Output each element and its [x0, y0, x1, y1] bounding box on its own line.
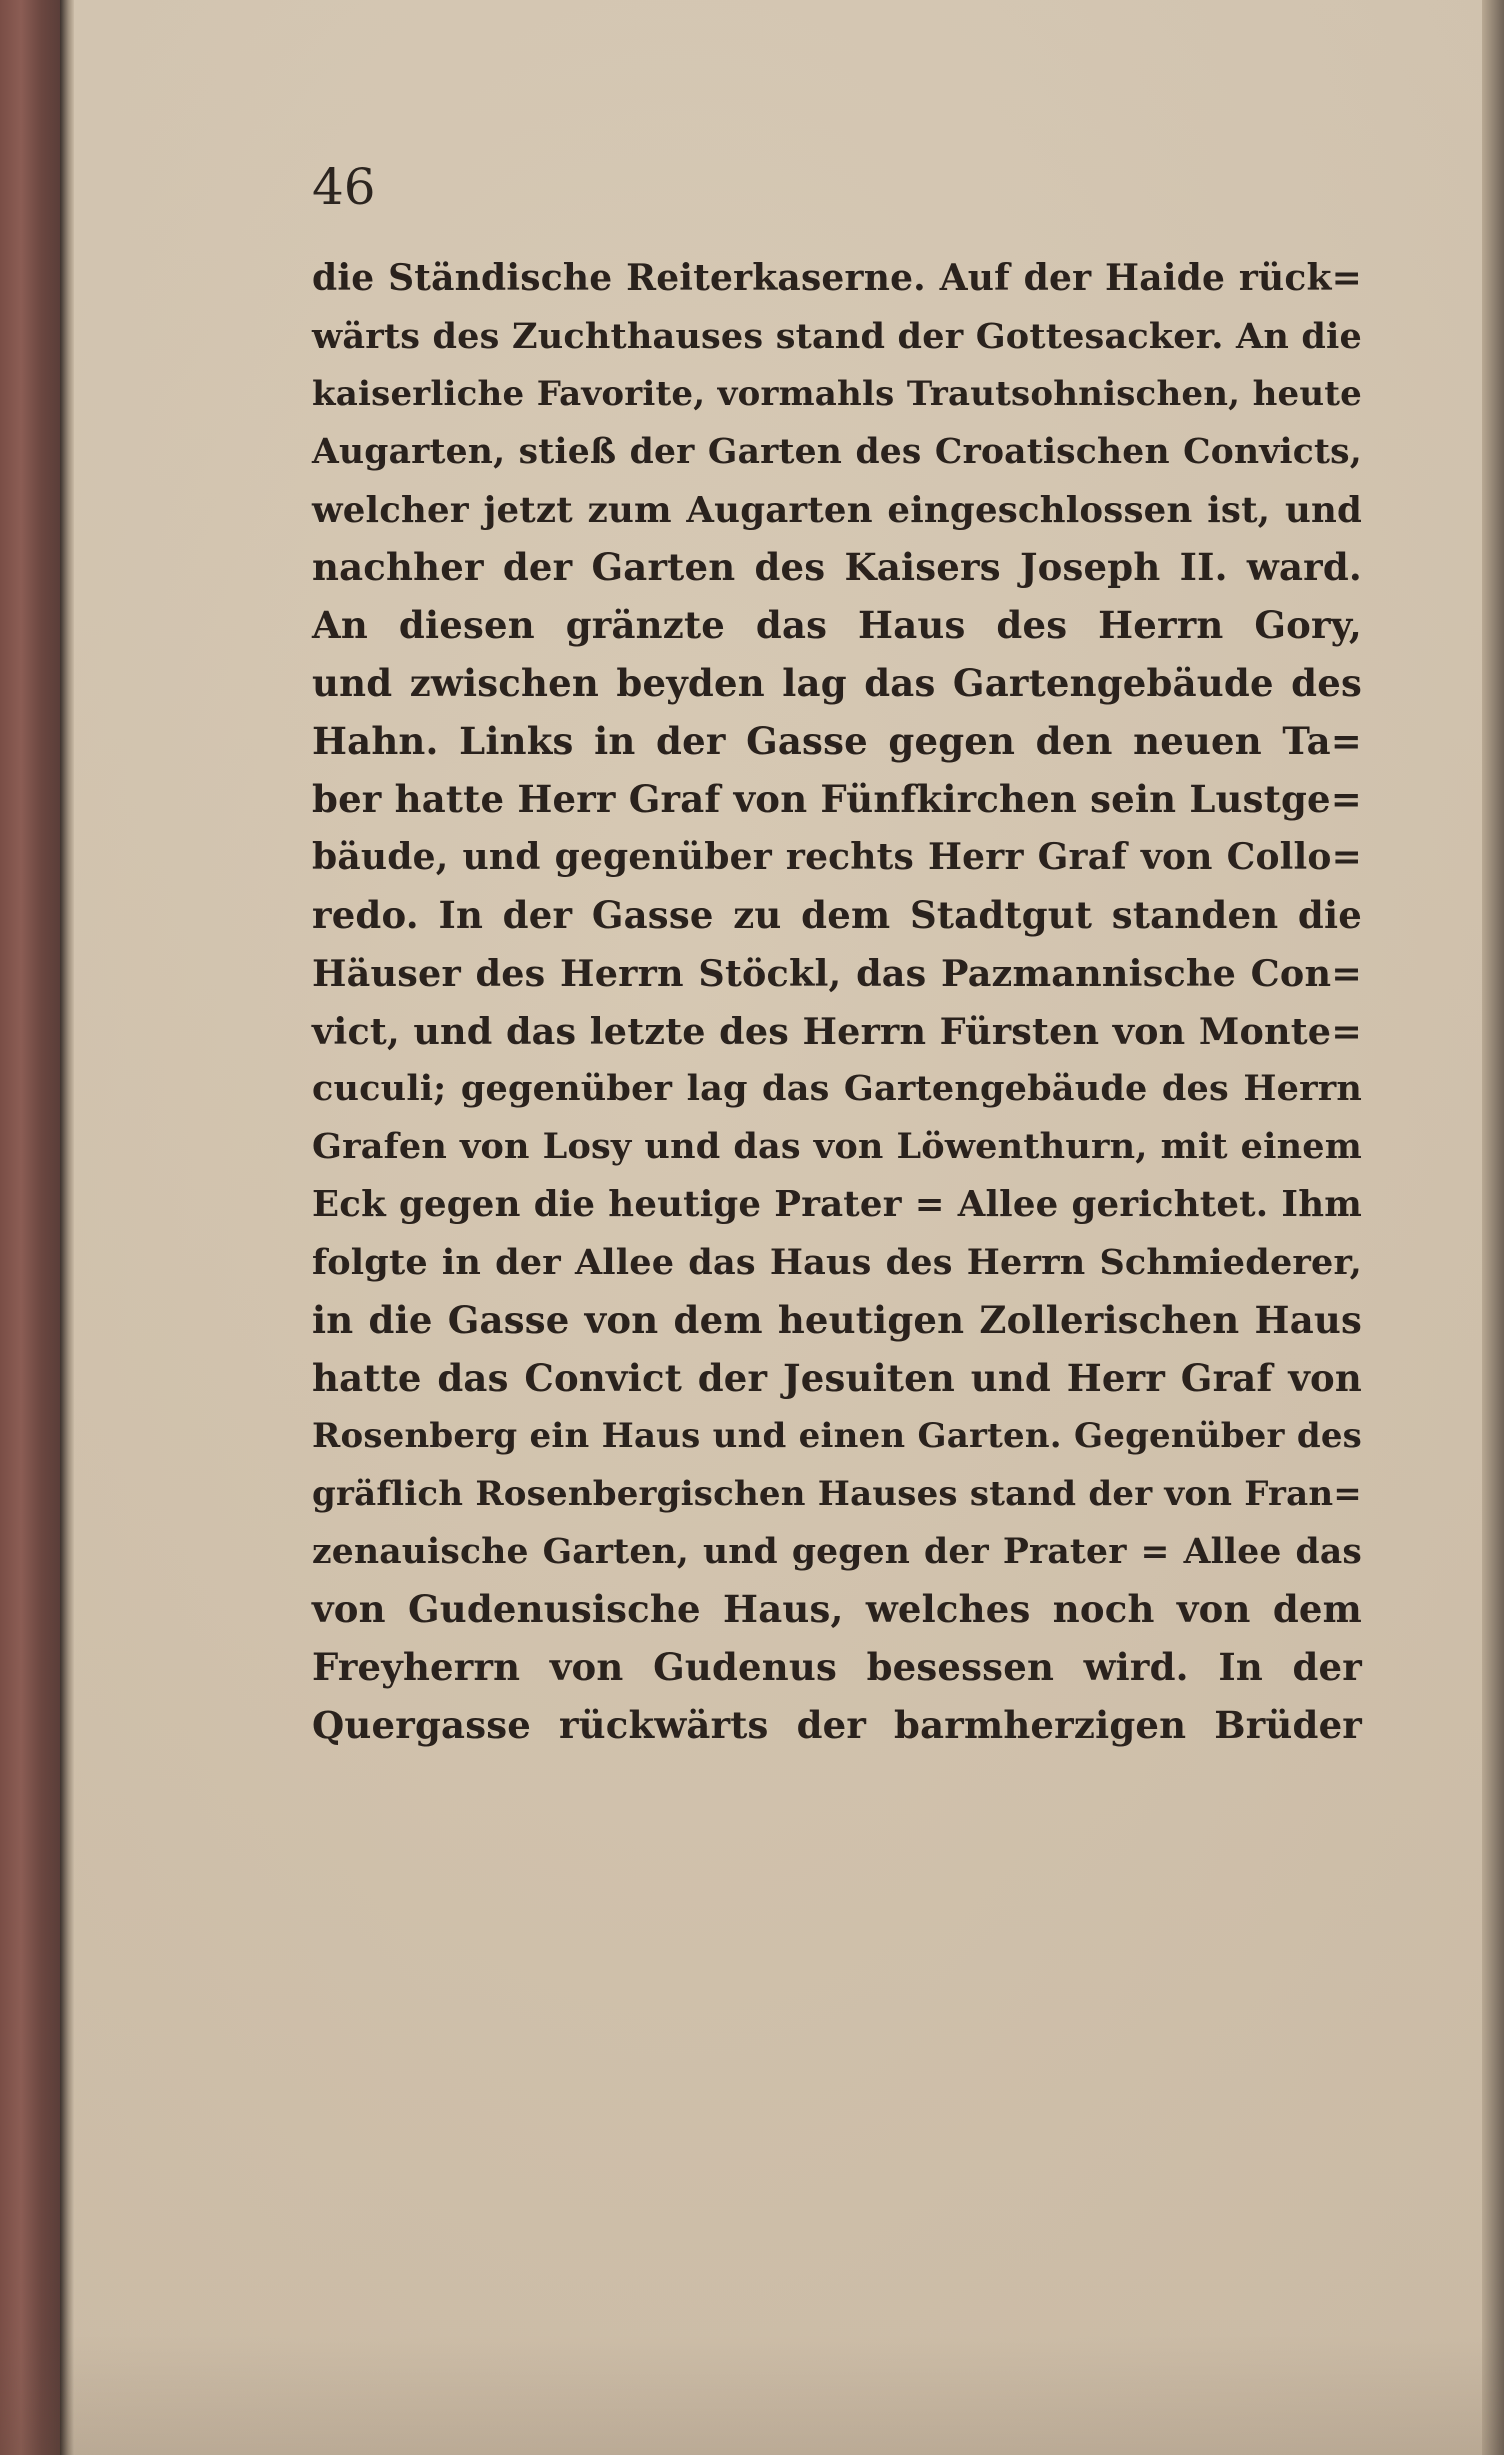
- text-line: welcher jetzt zum Augarten eingeschlossen ist, und: [312, 489, 1362, 531]
- text-line: und zwischen beyden lag das Gartengebäude des: [312, 661, 1362, 706]
- text-line: Quergasse rückwärts der barmherzigen Brüder: [312, 1703, 1362, 1748]
- text-line: in die Gasse von dem heutigen Zollerischen Haus: [312, 1298, 1362, 1343]
- text-line: nachher der Garten des Kaisers Joseph II. ward.: [312, 545, 1362, 590]
- text-line: Eck gegen die heutige Prater = Allee gerichtet. Ihm: [312, 1184, 1362, 1226]
- text-line: gräflich Rosenbergischen Hauses stand der von Fran=: [312, 1473, 1362, 1514]
- text-line: Häuser des Herrn Stöckl, das Pazmannische Con=: [312, 951, 1362, 995]
- text-line: kaiserliche Favorite, vormahls Trautsohnischen, heute: [312, 373, 1362, 414]
- text-line: Augarten, stieß der Garten des Croatischen Convicts,: [312, 431, 1362, 472]
- text-line: vict, und das letzte des Herrn Fürsten von Monte=: [312, 1009, 1362, 1053]
- page-edge: [1482, 0, 1504, 2455]
- text-line: wärts des Zuchthauses stand der Gottesacker. An die: [312, 315, 1362, 357]
- text-line: redo. In der Gasse zu dem Stadtgut standen die: [312, 892, 1362, 937]
- text-line: ber hatte Herr Graf von Fünfkirchen sein Lustge=: [312, 777, 1362, 822]
- page-gutter: [60, 0, 74, 2455]
- text-line: hatte das Convict der Jesuiten und Herr Graf von: [312, 1355, 1362, 1400]
- book-binding: [0, 0, 60, 2455]
- text-line: zenauische Garten, und gegen der Prater = Allee das: [312, 1531, 1362, 1572]
- text-line: folgte in der Allee das Haus des Herrn Schmiederer,: [312, 1242, 1362, 1284]
- text-line: bäude, und gegenüber rechts Herr Graf von Collo=: [312, 835, 1362, 878]
- text-line: Rosenberg ein Haus und einen Garten. Gegenüber des: [312, 1415, 1362, 1456]
- text-line: Hahn. Links in der Gasse gegen den neuen Ta=: [312, 719, 1362, 764]
- page-shadow: [0, 2335, 1504, 2455]
- text-line: Freyherrn von Gudenus besessen wird. In der: [312, 1645, 1362, 1690]
- text-line: An diesen gränzte das Haus des Herrn Gory,: [312, 603, 1362, 648]
- text-line: die Ständische Reiterkaserne. Auf der Haide rück=: [312, 257, 1362, 299]
- text-line: Grafen von Losy und das von Löwenthurn, mit einem: [312, 1126, 1362, 1168]
- body-text: [312, 250, 1362, 1755]
- text-line: cuculi; gegenüber lag das Gartengebäude des Herrn: [312, 1068, 1362, 1110]
- text-line: von Gudenusische Haus, welches noch von dem: [312, 1587, 1362, 1632]
- page-number: 46: [312, 158, 376, 216]
